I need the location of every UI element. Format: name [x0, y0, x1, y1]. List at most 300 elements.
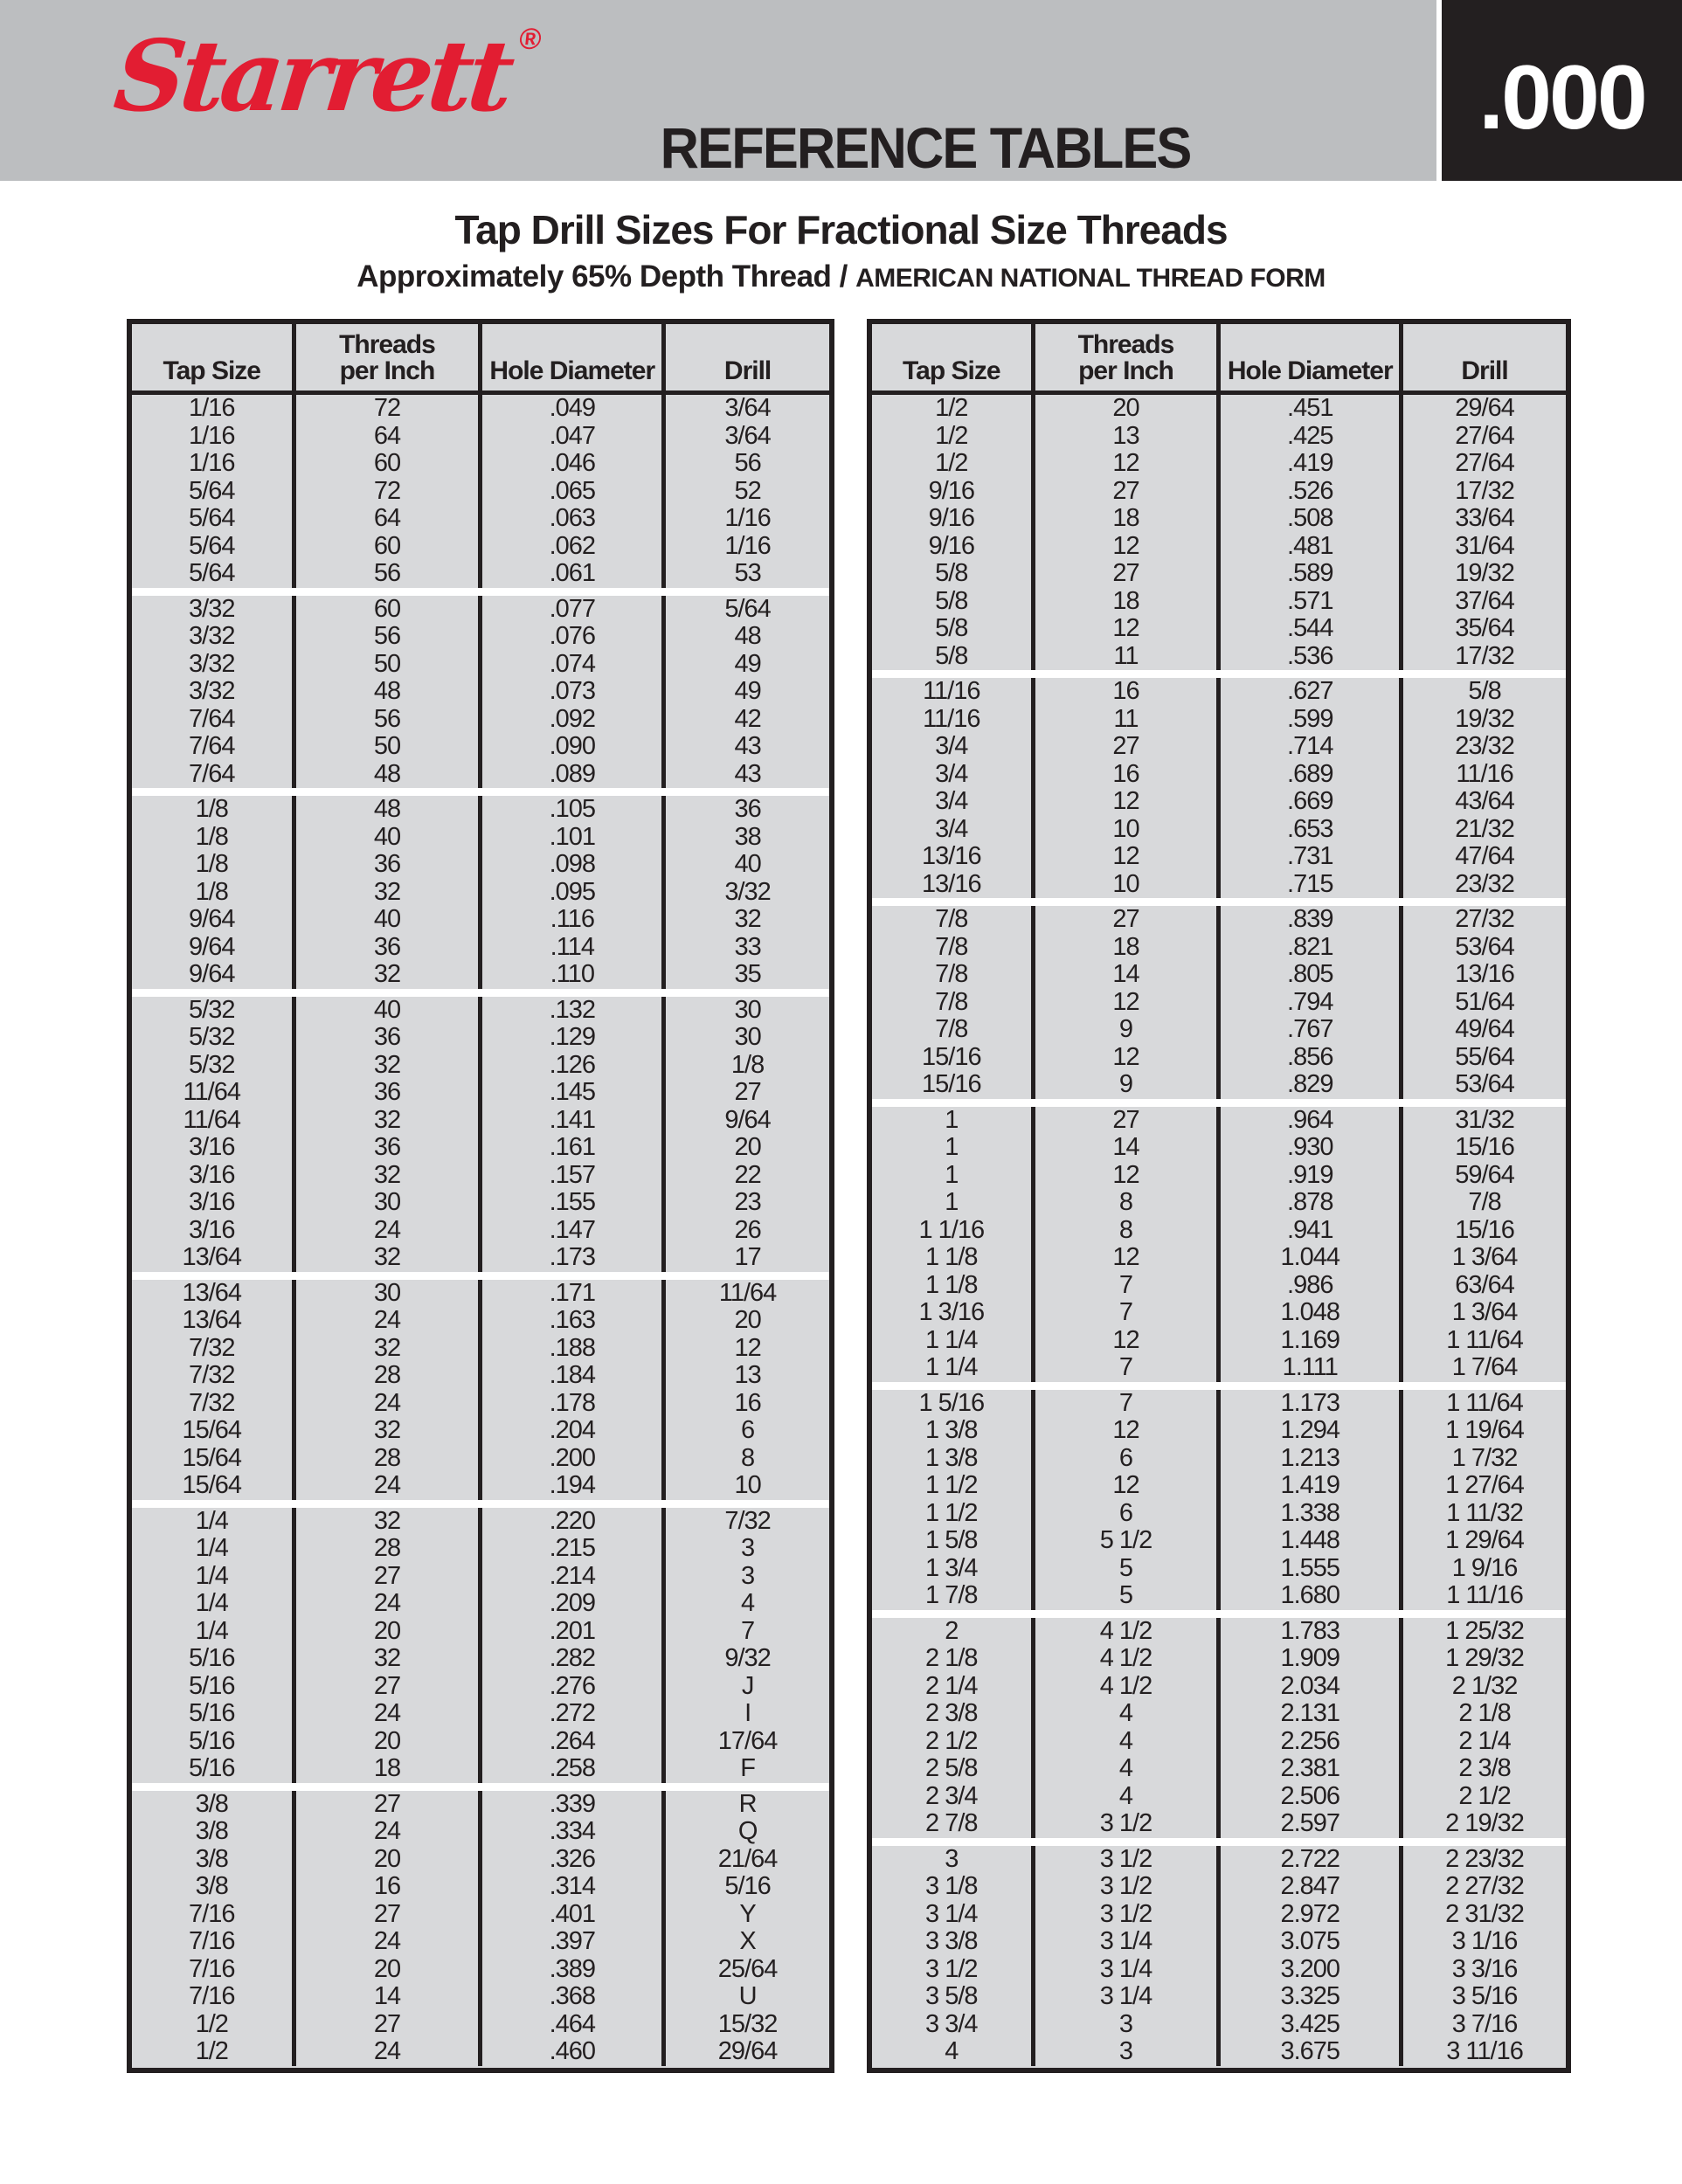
table-cell: 5/16 [132, 1645, 296, 1673]
table-cell: 1 7/32 [1451, 1443, 1518, 1472]
table-cell: 2.722 [1221, 1846, 1403, 1874]
table-cell: 27/64 [1455, 449, 1514, 477]
table-cell: 14 [1035, 1134, 1222, 1162]
column-header-tap-size [132, 324, 296, 390]
table-cell: 38 [734, 822, 761, 851]
table-cell: 27 [1035, 733, 1222, 761]
table-cell: 3.425 [1221, 2011, 1403, 2039]
table-cell: 11 [1035, 706, 1222, 734]
table-cell: 1/2 [872, 450, 1035, 478]
table-cell: 2 27/32 [1445, 1872, 1524, 1900]
table-cell: 3 1/8 [872, 1873, 1035, 1901]
row-group [132, 395, 829, 588]
table-cell: .878 [1221, 1189, 1403, 1217]
table-cell: 3/32 [724, 877, 771, 906]
table-row [132, 1390, 829, 1418]
table-cell: 5/16 [724, 1872, 771, 1900]
table-row [872, 478, 1566, 506]
page-subtitle [0, 259, 1682, 294]
table-cell: 4 [1035, 1755, 1222, 1783]
table-cell: 7/16 [132, 1956, 296, 1984]
table-cell: 17/32 [1455, 641, 1514, 670]
table-cell: .276 [482, 1673, 666, 1701]
table-cell: 7/32 [132, 1362, 296, 1390]
table-cell: 7/16 [132, 1901, 296, 1929]
table-cell: 35/64 [1455, 614, 1514, 642]
table-cell: 20 [296, 1728, 483, 1756]
table-cell: 2.972 [1221, 1901, 1403, 1929]
table-cell: 5/16 [132, 1755, 296, 1783]
table-cell: 5/8 [872, 643, 1035, 671]
row-group [872, 906, 1566, 1099]
table-cell: 2.597 [1221, 1810, 1403, 1838]
table-cell: 30 [296, 1189, 483, 1217]
table-cell: .334 [482, 1818, 666, 1846]
table-cell: .063 [482, 505, 666, 533]
table-cell: 5/8 [872, 588, 1035, 616]
table-cell: 3/64 [724, 395, 771, 422]
table-row [132, 733, 829, 761]
table-row [132, 1590, 829, 1618]
table-cell: .077 [482, 596, 666, 624]
table-cell: 5/64 [132, 478, 296, 506]
table-cell: 20 [296, 1956, 483, 1984]
table-cell: 24 [296, 1307, 483, 1335]
table-cell: 13/64 [132, 1244, 296, 1272]
table-cell: 1/8 [132, 851, 296, 879]
table-cell: 18 [1035, 934, 1222, 962]
table-cell: 2 23/32 [1445, 1844, 1524, 1873]
table-cell: 5/16 [132, 1673, 296, 1701]
table-cell: 24 [296, 1818, 483, 1846]
table-cell: 7/64 [132, 761, 296, 789]
table-cell: 3 1/2 [1035, 1846, 1222, 1874]
table-row [872, 989, 1566, 1017]
table-cell: 1/2 [132, 2011, 296, 2039]
table-row [132, 423, 829, 451]
table-cell: 2 1/32 [1451, 1671, 1518, 1700]
table-cell: 3 1/4 [1035, 1928, 1222, 1956]
table-cell: 1/16 [132, 395, 296, 423]
table-cell: 3/32 [132, 623, 296, 651]
table-cell: .821 [1221, 934, 1403, 962]
table-cell: 27 [1035, 906, 1222, 934]
table-cell: 40 [296, 997, 483, 1025]
table-cell: 3 7/16 [1451, 2009, 1518, 2038]
table-cell: 5 [1035, 1582, 1222, 1610]
table-cell: .065 [482, 478, 666, 506]
table-cell: 12 [1035, 1162, 1222, 1190]
table-row [872, 1555, 1566, 1583]
table-cell: 5/32 [132, 1024, 296, 1052]
table-row [872, 1016, 1566, 1044]
table-cell: 30 [734, 995, 761, 1024]
table-cell: 27 [1035, 478, 1222, 506]
table-cell: 5/64 [132, 505, 296, 533]
column-header-threads-per-inch [296, 324, 483, 390]
table-cell: 12 [1035, 450, 1222, 478]
table-cell: .941 [1221, 1217, 1403, 1245]
table-cell: 3.675 [1221, 2038, 1403, 2066]
row-group [132, 997, 829, 1272]
table-cell: 1 11/16 [1446, 1581, 1523, 1609]
table-cell: 3/16 [132, 1162, 296, 1190]
table-row [872, 906, 1566, 934]
table-cell: .061 [482, 560, 666, 588]
table-cell: .090 [482, 733, 666, 761]
table-body [132, 395, 829, 2068]
table-cell: 6 [1035, 1500, 1222, 1528]
table-cell: 7/32 [132, 1390, 296, 1418]
table-row [872, 1983, 1566, 2011]
table-cell: 2 1/2 [1458, 1781, 1511, 1810]
table-cell: 11/16 [872, 706, 1035, 734]
table-cell: 2 3/4 [872, 1783, 1035, 1811]
table-cell: .425 [1221, 423, 1403, 451]
table-cell: 7/8 [872, 934, 1035, 962]
table-row [132, 1728, 829, 1756]
table-cell: 48 [734, 622, 761, 650]
table-cell: .092 [482, 706, 666, 734]
table-cell: 3/16 [132, 1134, 296, 1162]
table-cell: 17/32 [1455, 476, 1514, 505]
table-cell: .689 [1221, 761, 1403, 789]
table-cell: 5/64 [132, 533, 296, 561]
table-cell: .397 [482, 1928, 666, 1956]
table-row [872, 843, 1566, 871]
table-cell: 1 3/8 [872, 1445, 1035, 1473]
table-cell: 18 [1035, 505, 1222, 533]
table-cell: 2 1/8 [872, 1645, 1035, 1673]
table-cell: .173 [482, 1244, 666, 1272]
table-cell: 1/16 [724, 531, 771, 560]
table-cell: 1 3/64 [1451, 1243, 1518, 1271]
table-cell: 29/64 [717, 2037, 778, 2065]
table-row [132, 906, 829, 934]
table-cell: 3 1/4 [1035, 1956, 1222, 1984]
table-row [132, 1700, 829, 1728]
table-cell: 20 [734, 1306, 761, 1334]
table-cell: 27 [296, 1791, 483, 1819]
table-cell: 1.909 [1221, 1645, 1403, 1673]
table-cell: .419 [1221, 450, 1403, 478]
table-cell: 1 11/64 [1446, 1388, 1523, 1417]
table-cell: 21/32 [1455, 814, 1514, 843]
logo-text: Starrett [109, 19, 515, 134]
table-cell: .856 [1221, 1044, 1403, 1072]
table-row [132, 1535, 829, 1563]
registered-trademark-icon: ® [517, 23, 543, 56]
table-cell: 43 [734, 759, 761, 788]
table-cell: .526 [1221, 478, 1403, 506]
table-cell: 1 1/16 [872, 1217, 1035, 1245]
page-code: .000 [1478, 47, 1645, 149]
table-row [132, 879, 829, 907]
table-cell: 15/16 [1455, 1133, 1514, 1161]
table-cell: .161 [482, 1134, 666, 1162]
table-cell: 7/32 [724, 1506, 771, 1535]
table-row [872, 1728, 1566, 1756]
table-cell: 3 5/8 [872, 1983, 1035, 2011]
table-row [872, 2038, 1566, 2066]
table-cell: 4 [1035, 1700, 1222, 1728]
row-group [132, 796, 829, 989]
table-row [872, 706, 1566, 734]
table-row [872, 1272, 1566, 1300]
table-cell: 32 [296, 1162, 483, 1190]
table-cell: 1 9/16 [1451, 1553, 1518, 1582]
column-header-label: Drill [1461, 356, 1508, 385]
table-cell: 24 [296, 1217, 483, 1245]
masthead-band [0, 0, 1436, 181]
table-cell: 13 [734, 1361, 761, 1389]
table-cell: 3/32 [132, 596, 296, 624]
table-cell: .214 [482, 1563, 666, 1591]
table-row [132, 1189, 829, 1217]
table-cell: .062 [482, 533, 666, 561]
table-cell: 7/16 [132, 1983, 296, 2011]
table-row [872, 533, 1566, 561]
table-cell: 11 [1035, 643, 1222, 671]
table-cell: 1 3/4 [872, 1555, 1035, 1583]
table-row [872, 1928, 1566, 1956]
table-cell: .046 [482, 450, 666, 478]
table-cell: 10 [734, 1471, 761, 1499]
table-cell: 3/8 [132, 1818, 296, 1846]
table-cell: 31/32 [1455, 1105, 1514, 1134]
table-cell: 3/8 [132, 1846, 296, 1874]
table-cell: .098 [482, 851, 666, 879]
table-cell: 1 27/64 [1445, 1471, 1524, 1499]
table-cell: .101 [482, 824, 666, 852]
column-header-drill [1403, 324, 1566, 390]
table-row [132, 1417, 829, 1445]
table-cell: 64 [296, 505, 483, 533]
table-row [872, 1901, 1566, 1929]
table-row [132, 505, 829, 533]
table-cell: 1/2 [872, 423, 1035, 451]
table-cell: 9 [1035, 1071, 1222, 1099]
table-cell: 13/16 [872, 843, 1035, 871]
table-cell: .105 [482, 796, 666, 824]
table-cell: 26 [734, 1215, 761, 1244]
table-cell: 17 [734, 1243, 761, 1271]
subtitle-text: Approximately 65% Depth Thread / [356, 259, 856, 294]
table-cell: .264 [482, 1728, 666, 1756]
table-row [872, 560, 1566, 588]
table-cell: 12 [734, 1333, 761, 1362]
table-cell: I [744, 1699, 751, 1727]
table-cell: 12 [1035, 1044, 1222, 1072]
table-cell: 12 [1035, 615, 1222, 643]
table-cell: 3/4 [872, 733, 1035, 761]
table-row [132, 450, 829, 478]
table-cell: 56 [734, 449, 761, 477]
column-header-label: Drill [723, 356, 772, 385]
table-cell: 3 5/16 [1451, 1982, 1518, 2010]
table-row [872, 1846, 1566, 1874]
table-cell: 13 [1035, 423, 1222, 451]
table-row [132, 1846, 829, 1874]
table-row [872, 816, 1566, 844]
table-cell: 3/4 [872, 761, 1035, 789]
table-row [872, 1527, 1566, 1555]
table-cell: 27 [1035, 1107, 1222, 1135]
table-cell: 1/8 [132, 824, 296, 852]
table-cell: 11/64 [132, 1107, 296, 1135]
table-cell: 1 5/16 [872, 1390, 1035, 1418]
table-cell: 3/4 [872, 788, 1035, 816]
table-row [132, 1928, 829, 1956]
table-cell: 3.200 [1221, 1956, 1403, 1984]
table-cell: 11/16 [1456, 759, 1513, 788]
table-row [132, 1956, 829, 1984]
table-cell: 1/8 [132, 879, 296, 907]
table-cell: 4 [741, 1589, 755, 1617]
table-row [132, 1052, 829, 1080]
table-cell: 14 [1035, 961, 1222, 989]
table-cell: 27 [296, 2011, 483, 2039]
table-row [872, 643, 1566, 671]
table-cell: 24 [296, 1590, 483, 1618]
table-cell: 1 25/32 [1445, 1616, 1524, 1645]
table-row [132, 533, 829, 561]
table-cell: 1/2 [872, 395, 1035, 423]
table-row [872, 1873, 1566, 1901]
table-cell: 3 1/16 [1451, 1927, 1518, 1955]
table-row [132, 1134, 829, 1162]
table-cell: 1 1/4 [872, 1327, 1035, 1355]
table-cell: 53/64 [1455, 1070, 1514, 1098]
table-cell: 9/64 [132, 934, 296, 962]
table-cell: 15/32 [717, 2009, 778, 2038]
table-cell: 15/64 [132, 1472, 296, 1500]
column-header-hole-diameter [1221, 324, 1403, 390]
table-cell: 23/32 [1455, 869, 1514, 898]
table-cell: 64 [296, 423, 483, 451]
table-cell: 5/16 [132, 1728, 296, 1756]
table-cell: .089 [482, 761, 666, 789]
table-cell: 3 [872, 1846, 1035, 1874]
table-row [132, 1107, 829, 1135]
group-separator [132, 989, 829, 997]
row-group [132, 1508, 829, 1783]
table-row [872, 2011, 1566, 2039]
table-cell: 3 1/4 [1035, 1983, 1222, 2011]
subtitle-caps: AMERICAN NATIONAL THREAD FORM [855, 264, 1326, 293]
column-header-label: Tap Size [163, 356, 260, 385]
table-cell: 33 [734, 932, 761, 961]
table-cell: 4 1/2 [1035, 1645, 1222, 1673]
table-cell: 32 [296, 1335, 483, 1363]
table-cell: 53/64 [1455, 932, 1514, 961]
table-cell: 31/64 [1455, 531, 1514, 560]
table-cell: 36 [296, 851, 483, 879]
table-row [872, 1445, 1566, 1473]
column-header-label: Threads per Inch [1077, 330, 1174, 385]
table-cell: 36 [296, 1079, 483, 1107]
group-separator [132, 1783, 829, 1791]
table-cell: 2 7/8 [872, 1810, 1035, 1838]
table-row [132, 596, 829, 624]
table-cell: Y [739, 1899, 756, 1928]
table-cell: 50 [296, 733, 483, 761]
table-cell: 7/8 [1468, 1188, 1501, 1216]
table-row [132, 1673, 829, 1701]
table-cell: .141 [482, 1107, 666, 1135]
table-cell: 16 [734, 1388, 761, 1417]
table-cell: 10 [1035, 871, 1222, 899]
table-cell: .339 [482, 1791, 666, 1819]
table-cell: 9 [1035, 1016, 1222, 1044]
row-group [872, 1846, 1566, 2066]
table-row [132, 934, 829, 962]
table-cell: 4 1/2 [1035, 1673, 1222, 1701]
table-row [132, 1362, 829, 1390]
table-cell: 60 [296, 596, 483, 624]
table-cell: 24 [296, 1928, 483, 1956]
table-cell: 3 [1035, 2011, 1222, 2039]
table-cell: 7 [1035, 1354, 1222, 1382]
table-cell: 24 [296, 1700, 483, 1728]
table-cell: 49 [734, 649, 761, 678]
table-cell: 18 [1035, 588, 1222, 616]
table-cell: 2 3/8 [1458, 1754, 1511, 1782]
table-cell: 2 1/8 [1458, 1699, 1511, 1727]
table-cell: 7/8 [872, 961, 1035, 989]
table-cell: 7/64 [132, 733, 296, 761]
table-row [132, 1244, 829, 1272]
table-row [132, 761, 829, 789]
table-cell: 47/64 [1455, 842, 1514, 870]
table-cell: 20 [296, 1846, 483, 1874]
table-cell: 1 19/64 [1445, 1416, 1524, 1444]
table-cell: .200 [482, 1445, 666, 1473]
table-cell: 28 [296, 1535, 483, 1563]
table-cell: 32 [296, 1417, 483, 1445]
table-cell: 4 [1035, 1783, 1222, 1811]
table-cell: 36 [296, 1024, 483, 1052]
table-cell: 7/8 [872, 1016, 1035, 1044]
table-cell: 53 [734, 559, 761, 587]
table-cell: .178 [482, 1390, 666, 1418]
table-cell: R [738, 1789, 757, 1818]
table-cell: .220 [482, 1508, 666, 1536]
table-cell: Q [737, 1817, 758, 1845]
table-cell: 3.325 [1221, 1983, 1403, 2011]
table-cell: .767 [1221, 1016, 1403, 1044]
table-cell: .794 [1221, 989, 1403, 1017]
table-row [132, 824, 829, 852]
table-cell: .073 [482, 678, 666, 706]
table-cell: 11/16 [872, 678, 1035, 706]
table-cell: 40 [296, 824, 483, 852]
table-cell: 5/16 [132, 1700, 296, 1728]
table-cell: 1/4 [132, 1618, 296, 1646]
table-row [132, 2038, 829, 2066]
table-cell: 1/4 [132, 1508, 296, 1536]
table-row [132, 1445, 829, 1473]
table-cell: 30 [296, 1280, 483, 1308]
table-cell: J [741, 1671, 754, 1700]
table-cell: 15/64 [132, 1445, 296, 1473]
table-cell: 2.034 [1221, 1673, 1403, 1701]
table-row [872, 733, 1566, 761]
table-cell: .731 [1221, 843, 1403, 871]
table-cell: 5/32 [132, 1052, 296, 1080]
table-row [872, 1189, 1566, 1217]
table-cell: 9/32 [724, 1644, 771, 1672]
